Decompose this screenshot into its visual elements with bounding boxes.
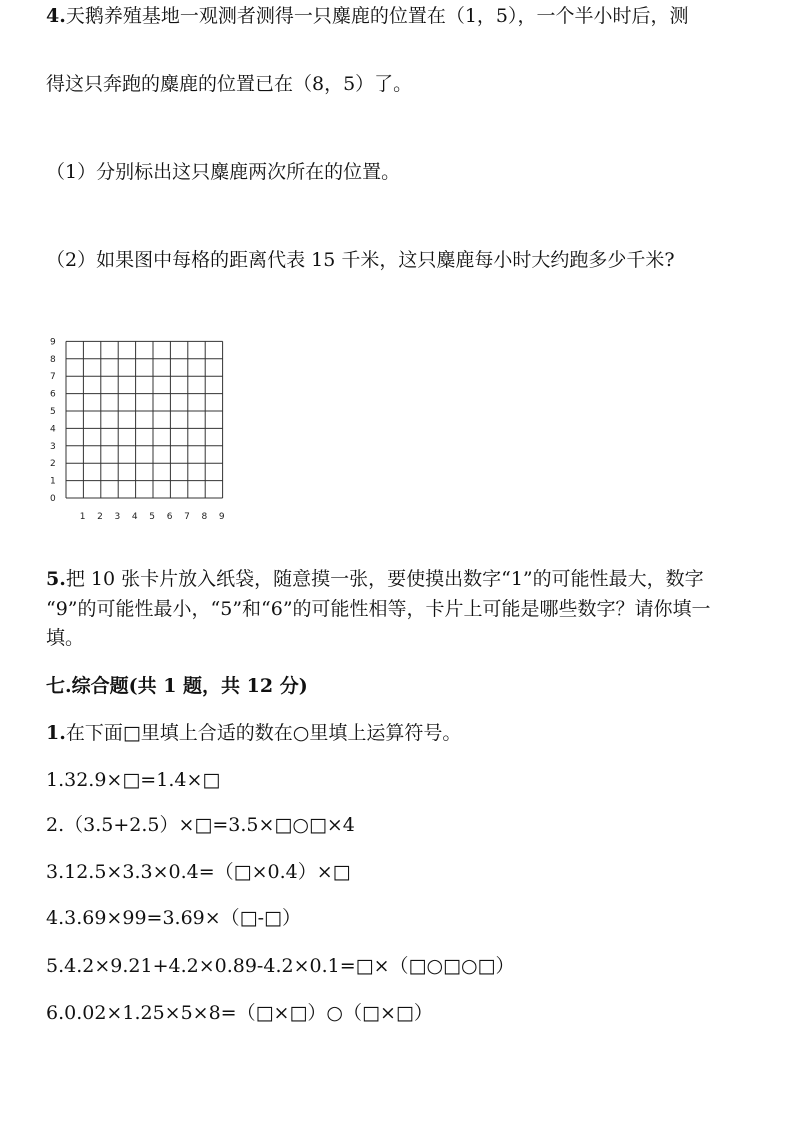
y-tick-label: 2 [50,459,56,470]
equation-item: 2.（3.5+2.5）×□=3.5×□○□×4 [46,814,355,836]
equation-item: 4.3.69×99=3.69×（□-□） [46,907,301,929]
x-tick-label: 3 [114,512,121,522]
y-tick-label: 1 [50,476,56,487]
problem7-1-prompt-line [46,721,461,745]
x-axis-labels [80,512,225,522]
problem4-number: 4. [46,5,66,27]
problem5-line3: 填。 [46,627,85,649]
x-tick-label: 6 [166,512,173,522]
section7-heading: 七.综合题(共 1 题，共 12 分) [46,675,308,697]
y-tick-label: 5 [50,407,56,417]
problem5-number: 5. [46,568,66,590]
problem4-text-1: 天鹅养殖基地一观测者测得一只麋鹿的位置在（1，5），一个半小时后，测 [65,5,689,27]
problem4-line2: 得这只奔跑的麋鹿的位置已在（8，5）了。 [46,73,413,95]
problem4-question-1: （1）分别标出这只麋鹿两次所在的位置。 [46,161,401,183]
y-tick-label: 3 [50,441,56,452]
problem5-line1 [46,567,704,591]
equation-item: 1.32.9×□=1.4×□ [46,769,221,791]
y-tick-label: 6 [50,389,56,400]
y-tick-label: 0 [50,494,56,504]
x-tick-label: 9 [218,512,225,522]
equation-item: 5.4.2×9.21+4.2×0.89-4.2×0.1=□×（□○□○□） [46,955,515,977]
problem4-line1 [46,4,689,28]
x-tick-label: 4 [131,512,138,522]
problem5-line2: “9”的可能性最小，“5”和“6”的可能性相等，卡片上可能是哪些数字？请你填一 [46,598,711,620]
y-axis-labels [50,337,56,504]
x-tick-label: 2 [97,512,103,522]
problem7-1-prompt: 在下面□里填上合适的数在○里填上运算符号。 [65,722,462,744]
problem7-1-number: 1. [46,722,66,744]
problem4-question-2: （2）如果图中每格的距离代表 15 千米，这只麋鹿每小时大约跑多少千米? [46,249,675,271]
y-tick-label: 9 [50,337,56,348]
equation-item: 3.12.5×3.3×0.4=（□×0.4）×□ [46,861,351,883]
x-tick-label: 8 [201,512,208,522]
grid-lines [66,341,223,498]
equation-item: 6.0.02×1.25×5×8=（□×□）○（□×□） [46,1002,433,1024]
y-tick-label: 7 [50,372,56,383]
y-tick-label: 4 [50,424,56,435]
coordinate-grid [44,334,244,530]
x-tick-label: 7 [184,512,190,522]
y-tick-label: 8 [50,354,56,365]
x-tick-label: 1 [79,512,86,522]
problem5-text-1: 把 10 张卡片放入纸袋，随意摸一张，要使摸出数字“1”的可能性最大，数字 [65,568,704,590]
x-tick-label: 5 [149,512,156,522]
